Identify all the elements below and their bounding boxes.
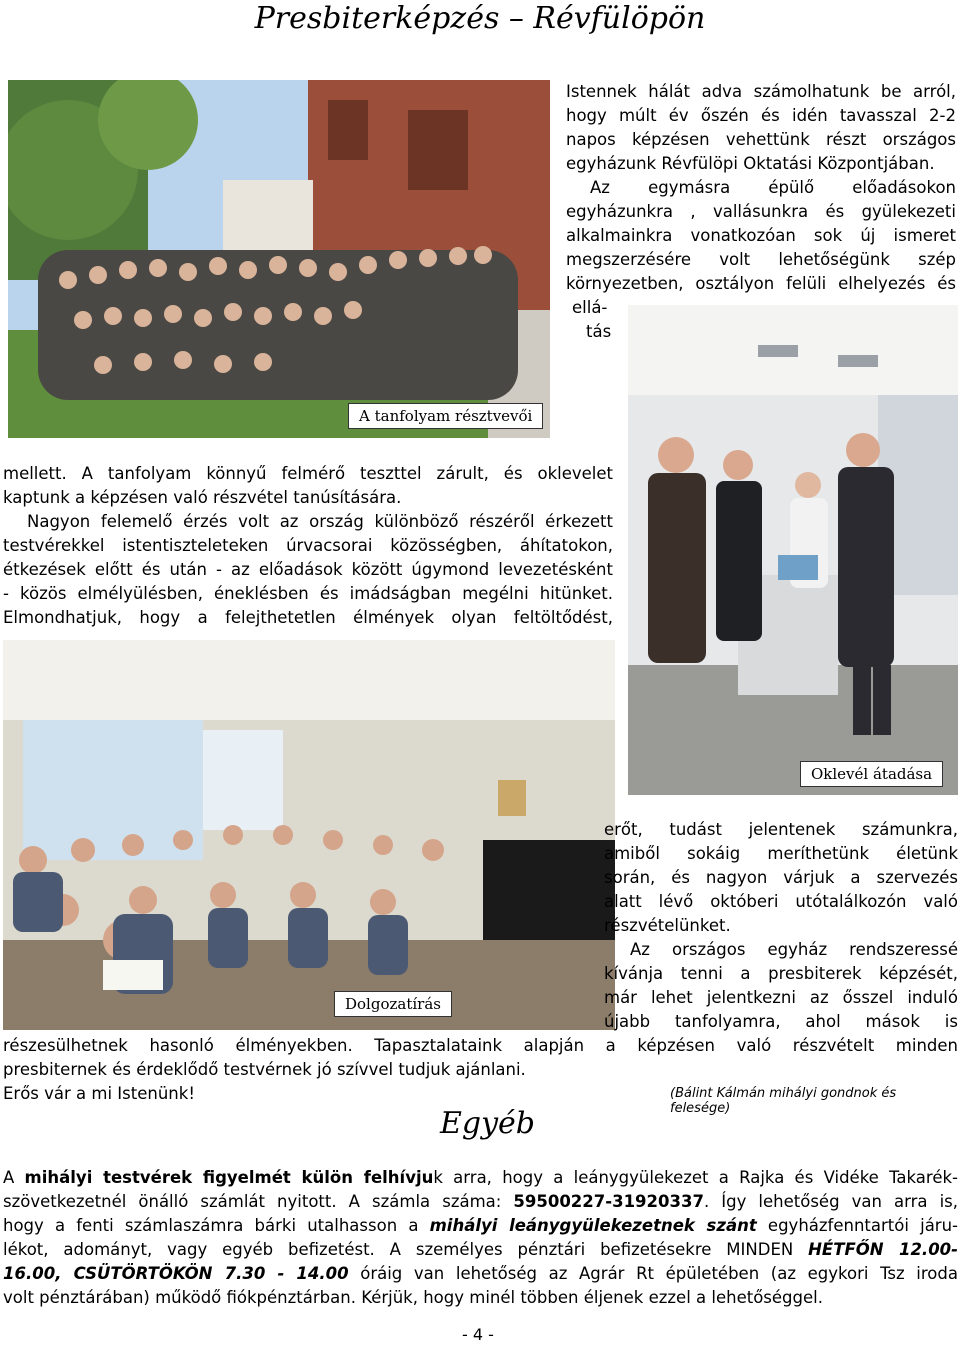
right-line: már lehet jelentkezni az ősszel induló: [604, 988, 958, 1007]
group-photo-image: [8, 80, 550, 438]
middle-line: - közös elmélyülésben, éneklésben és imádságban megélni hitünket.: [3, 584, 613, 603]
closing-line: presbiternek és érdeklődő testvérnek jó szívvel tudjuk ajánlani.: [3, 1060, 526, 1079]
diploma-photo: [628, 305, 958, 795]
right-line: során, és nagyon várjuk a szervezés: [604, 868, 958, 887]
right-line: újabb tanfolyamra, ahol mások is: [604, 1012, 958, 1031]
intro-line: napos képzésen vehettünk részt országos: [566, 130, 956, 149]
middle-paragraph: [3, 462, 613, 630]
intro-line: tás: [586, 322, 612, 341]
page-number: - 4 -: [462, 1325, 494, 1344]
diploma-photo-image: [628, 305, 958, 795]
notice-bold: mihályi leánygyülekezetnek szánt: [429, 1216, 757, 1235]
middle-line: testvérekkel istentiszteleteken úrvacsorai közösségben, áhítatokon,: [3, 536, 613, 555]
notice-text: lékot, adományt, vagy egyéb befizetést. A személyes pénztári befizetésekre MINDEN: [3, 1240, 809, 1259]
group-photo: [8, 80, 550, 438]
right-line: amiből sokáig meríthetünk életünk: [604, 844, 958, 863]
notice-bold: 16.00, CSÜTÖRTÖKÖN 7.30 - 14.00: [3, 1264, 349, 1283]
intro-line: egyházunkra , vallásunkra és gyülekezeti: [566, 202, 956, 221]
notice-bold: HÉTFŐN 12.00-: [808, 1240, 959, 1259]
intro-line: környezetben, osztályon felüli elhelyezés és: [566, 274, 956, 293]
middle-line: kaptunk a képzésen való részvétel tanúsítására.: [3, 488, 402, 507]
caption-test: Dolgozatírás: [334, 991, 452, 1017]
test-photo: [3, 640, 615, 1030]
closing-line: részesülhetnek hasonló élményekben. Tapasztalataink alapján a képzésen való részvételt minden: [3, 1036, 958, 1055]
notice-text: hogy a fenti számlaszámra bárki utalhasson a: [3, 1216, 430, 1235]
middle-line: Elmondhatjuk, hogy a felejthetetlen élmények olyan feltöltődést,: [3, 608, 613, 627]
section-title: Egyéb: [440, 1106, 536, 1141]
right-line: részvételünket.: [604, 916, 731, 935]
notice-line: [3, 1214, 958, 1238]
intro-line: alkalmainkra vonatkozóan sok új ismeret: [566, 226, 956, 245]
notice-text: A: [3, 1168, 25, 1187]
notice-text: k arra, hogy a leánygyülekezet a Rajka és Vidéke Takarék-: [433, 1168, 958, 1187]
notice-line: volt pénztárában) működő fiókpénztárban. Kérjük, hogy minél többen éljenek ezzel a lehetőséggel.: [3, 1288, 823, 1307]
caption-diploma: Oklevél átadása: [800, 761, 943, 787]
middle-line: Nagyon felemelő érzés volt az ország különböző részéről érkezett: [27, 512, 613, 531]
middle-line: étkezések előtt és után - az előadások között úgymond levezetésként: [3, 560, 613, 579]
middle-line: mellett. A tanfolyam könnyű felmérő teszttel zárult, és oklevelet: [3, 464, 613, 483]
test-photo-image: [3, 640, 615, 1030]
intro-line: hogy múlt év őszén és idén tavasszal 2-2: [566, 106, 956, 125]
notice-line: [3, 1238, 958, 1262]
intro-line: Istennek hálát adva számolhatunk be arról,: [566, 82, 956, 101]
notice-bold: mihályi testvérek figyelmét külön felhívju: [24, 1168, 434, 1187]
page-title: Presbiterképzés – Révfülöpön: [254, 1, 706, 36]
caption-participants: A tanfolyam résztvevői: [348, 403, 543, 429]
right-line: erőt, tudást jelentenek számunkra,: [604, 820, 958, 839]
right-line: kívánja tenni a presbiterek képzését,: [604, 964, 958, 983]
notice-paragraph: [3, 1166, 958, 1310]
notice-text: egyházfenntartói járu-: [756, 1216, 959, 1235]
right-paragraph: [604, 818, 958, 1034]
intro-line: megszerzésére volt lehetőségünk szép: [566, 250, 956, 269]
notice-line: [3, 1190, 958, 1214]
notice-text: . Így lehetőség van arra is,: [703, 1192, 959, 1211]
notice-text: szövetkezetnél önálló számlát nyitott. A számla száma:: [3, 1192, 514, 1211]
signature: (Bálint Kálmán mihályi gondnok és felesége): [670, 1086, 897, 1116]
account-number: 59500227-31920337: [513, 1192, 704, 1211]
intro-line: ellá-: [572, 298, 608, 317]
intro-line: Az egymásra épülő előadásokon: [590, 178, 956, 197]
intro-line: egyházunk Révfülöpi Oktatási Központjában.: [566, 154, 935, 173]
right-line: Az országos egyház rendszeressé: [630, 940, 958, 959]
notice-line: [3, 1262, 958, 1286]
notice-text: óráig van lehetőség az Agrár Rt épületében (az egykori Tsz iroda: [348, 1264, 958, 1283]
right-line: alatt lévő októberi utótalálkozón való: [604, 892, 958, 911]
closing-line: Erős vár a mi Istenünk!: [3, 1084, 195, 1103]
notice-line: [3, 1166, 958, 1190]
